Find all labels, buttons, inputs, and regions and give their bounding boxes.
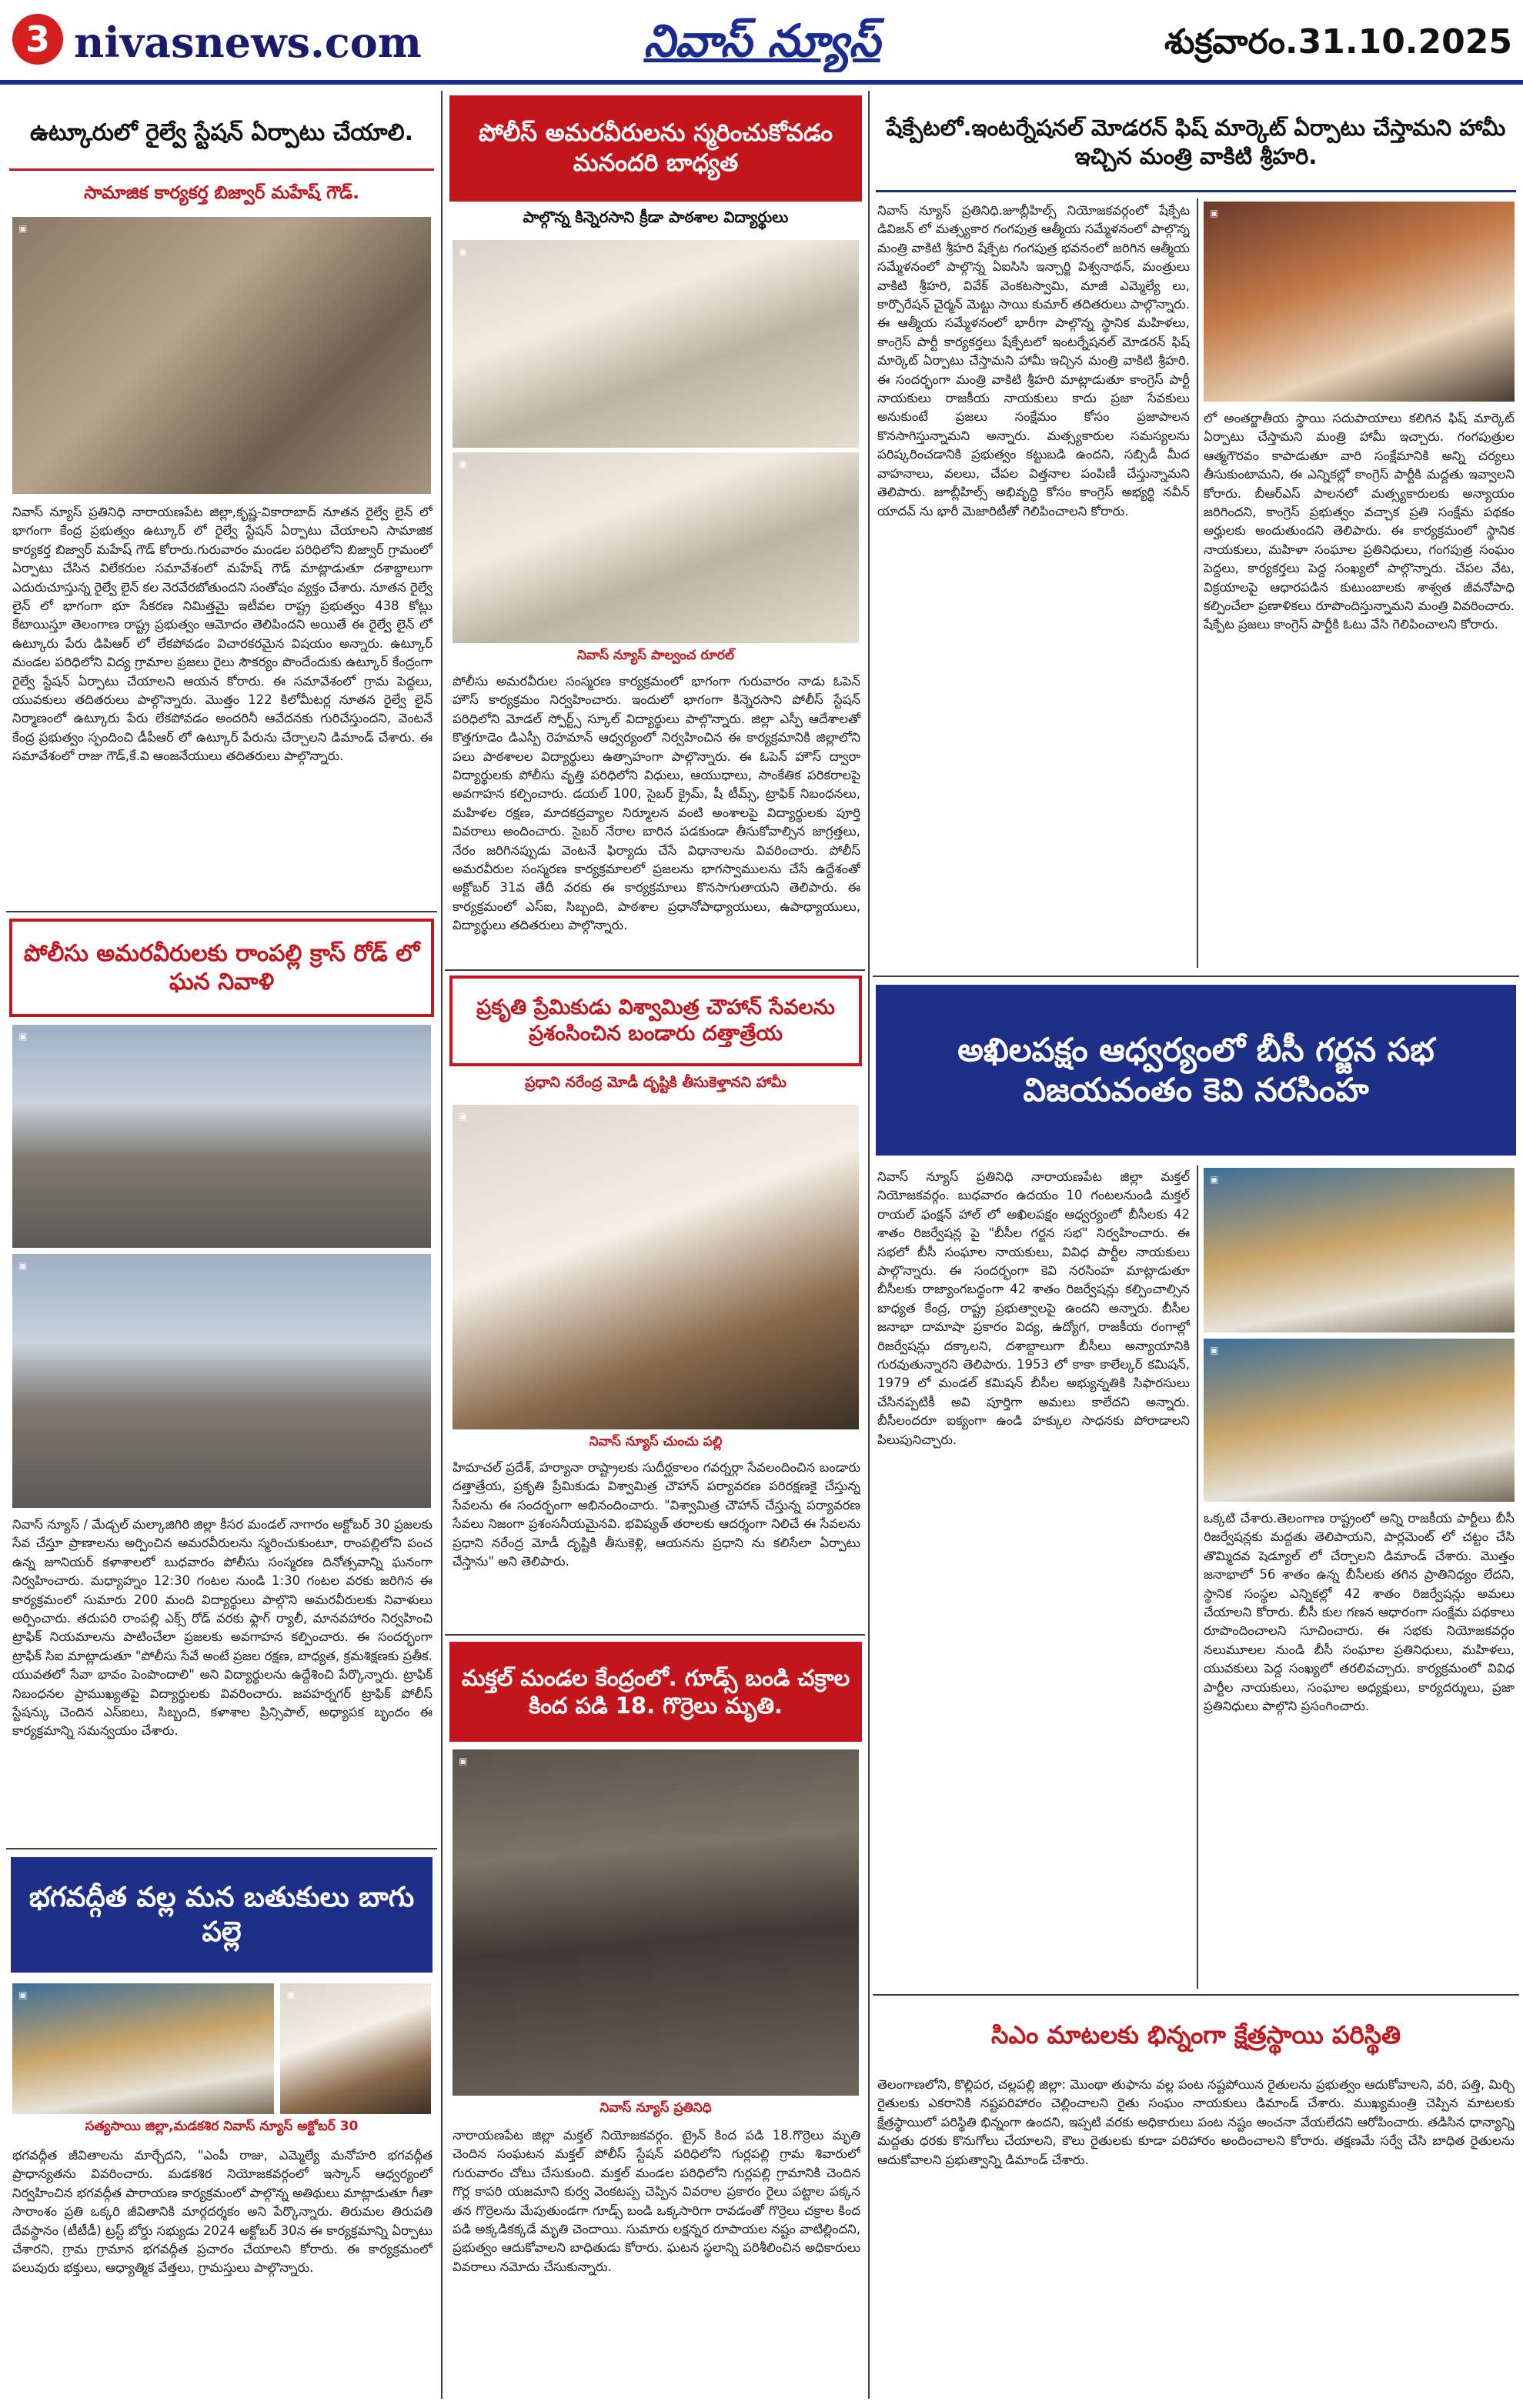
photo-caption: నివాస్ న్యూస్ పాల్వంచ రూరల్ <box>576 648 735 663</box>
section-divider <box>445 1634 865 1636</box>
article-body: నారాయణపేట జిల్లా మక్తల్ నియోజకవర్గం. ట్రైన్ కింద పడి 18.గొర్రెలు మృతి చెందిన సంఘటన మక్తల్ పోలీస్ స్టేషన్ పరిధిలోని గుర్లపల్లి గ్రామ శివారులో గురువారం చోటు చేసుకుంది. మక్తల్ మండల పరిధిలోని గుర్లపల్లి గ్రామానికి చెందిన గొర్ల కాపరి యజమాని కుర్వ వెంకటప్ప చెప్పిన వివరాల ప్రకారం రైలు పట్టాల పక్కన తన గొర్రెలను మేపుతుండగా గూడ్స్ బండి ఒక్కసారిగా రావడంతో గొర్రెలు చక్రాల కింద పడి అక్కడికక్కడే మృతి చెందాయి. సుమారు లక్షన్నర రూపాయల నష్టం వాటిల్లిందని, ప్రభుత్వం ఆదుకోవాలని బాధితుడు కోరారు. ఘటన స్థలాన్ని పరిశీలించిన అధికారులు వివరాలు నమోదు చేసుకున్నారు. <box>453 2128 860 2274</box>
article-photo <box>1204 1168 1515 1332</box>
headline: ప్రకృతి ప్రేమికుడు విశ్వామిత్ర చౌహాన్ సేవలను ప్రశంసించిన బండారు దత్తాత్రేయ <box>449 976 862 1066</box>
headline: పోలీసు అమరవీరులకు రాంపల్లి క్రాస్ రోడ్ లో ఘన నివాళి <box>9 919 434 1017</box>
article-photo <box>12 217 431 494</box>
article-body: నివాస్ న్యూస్ ప్రతినిధి.జూబ్లీహిల్స్ నియోజకవర్గంలో షేక్పేట డివిజన్ లో మత్స్యకార గంగపుత్ర ఆత్మీయ సమ్మేళనంలో పాల్గొన్న మంత్రి వాకిటి శ్రీహరి షేక్పేట గంగపుత్ర భవనంలో జరిగిన ఆత్మీయ సమ్మేళనంలో పాల్గొన్న ఏఐసిసి ఇన్చార్జి విశ్వనాథన్, మంత్రులు వాకిటి శ్రీహరి, వివేక్ వెంకటస్వామి, మాజీ ఎమ్మెల్యే లు, కార్పొరేషన్ చైర్మన్ మెట్టు సాయి కుమార్ తదితరులు పాల్గొన్నారు. ఈ ఆత్మీయ సమ్మేళనంలో భారీగా పాల్గొన్న స్థానిక మహిళలు, కాంగ్రెస్ పార్టీ కార్యకర్తలు షేక్పేటలో ఇంటర్నేషనల్ మోడరన్ ఫిష్ మార్కెట్ ఏర్పాటు చేస్తామని హామీ ఇచ్చిన మంత్రి వాకిటి శ్రీహరి. ఈ సందర్భంగా మంత్రి వాకిటి శ్రీహరి మాట్లాడుతూ కాంగ్రెస్ పార్టీ నాయకులు రాజకీయ నాయకులు కాదు ప్రజా సేవకులు అనుకుంటే ప్రజలు సంక్షేమం కోసం ప్రజాపాలన కొనసాగిస్తున్నామని అన్నారు. మత్స్యకారుల సమస్యలను పరిష్కరించడానికి ప్రభుత్వం కట్టుబడి ఉందని, సబ్సిడీ మీద వాహనాలు, వలలు, చేపల విత్తనాల పంపిణీ చేస్తున్నామని తెలిపారు. జూబ్లీహిల్స్ అభివృద్ధి కోసం కాంగ్రెస్ అభ్యర్థి నవీన్ యాదవ్ ను భారీ మెజారిటీతో గెలిపించాలని కోరారు. <box>877 203 1190 519</box>
headline: మక్తల్ మండల కేంద్రంలో. గూడ్స్ బండి చక్రాల కింద పడి 18. గొర్రెలు మృతి. <box>449 1642 862 1742</box>
article-body: నివాస్ న్యూస్ ప్రతినిధి నారాయణపేట జిల్లా మక్తల్ నియోజకవర్గం. బుధవారం ఉదయం 10 గంటలనుండి మక్తల్ రాయల్ ఫంక్షన్ హాల్ లో అఖిలపక్షం ఆధ్వర్యంలో బీసీలకు 42 శాతం రిజర్వేషన్ల పై "బీసీల గర్జన సభ" నిర్వహించారు. ఈ సభలో బీసీ సంఘాల నాయకులు, వివిధ పార్టీల నాయకులు పాల్గొన్నారు. ఈ సందర్భంగా కెవి నరసింహ మాట్లాడుతూ బీసీలకు రాజ్యాంగబద్ధంగా 42 శాతం రిజర్వేషన్లు కల్పించాల్సిన బాధ్యత కేంద్ర, రాష్ట్ర ప్రభుత్వాలపై ఉందని అన్నారు. బీసీల జనాభా దామాషా ప్రకారం విద్య, ఉద్యోగ, రాజకీయ రంగాల్లో రిజర్వేషన్లు దక్కాలని, దశాబ్దాలుగా బీసీలు అన్యాయానికి గురవుతున్నారని తెలిపారు. 1953 లో కాకా కాలేల్కర్ కమిషన్, 1979 లో మండల్ కమిషన్ బీసీల అభ్యున్నతికి సిఫారసులు చేసినప్పటికీ అవి పూర్తిగా అమలు కాలేదని అన్నారు. బీసీలందరూ ఐక్యంగా ఉండి హక్కుల సాధనకు పోరాడాలని పిలుపునిచ్చారు. <box>877 1169 1190 1447</box>
image-icon: ▣ <box>1210 208 1219 218</box>
column-divider <box>868 91 870 2399</box>
subhead: సామాజిక కార్యకర్త బిజ్వార్ మహేష్ గౌడ్. <box>84 183 359 203</box>
article-body: పోలీసు అమరవీరుల సంస్మరణ కార్యక్రమంలో భాగంగా గురువారం నాడు ఓపెన్ హౌస్ కార్యక్రమం నిర్వహించారు. ఇందులో భాగంగా కిన్నెరసాని పోలీస్ స్టేషన్ పరిధిలోని మోడల్ స్పోర్ట్స్ స్కూల్ విద్యార్థులు పాల్గొన్నారు. జిల్లా ఎస్పీ ఆదేశాలతో కొత్తగూడెం డిఎస్పీ రెహమాన్ ఆధ్వర్యంలో నిర్వహించిన ఈ కార్యక్రమానికి జిల్లాలోని పలు పాఠశాలల విద్యార్థులు ఉత్సాహంగా పాల్గొన్నారు. ఈ ఓపెన్ హౌస్ ద్వారా విద్యార్థులకు పోలీసు వృత్తి పరిధిలోని విధులు, ఆయుధాలు, సాంకేతిక పరికరాలపై అవగాహన కల్పించారు. డయల్ 100, సైబర్ క్రైమ్, షీ టీమ్స్, ట్రాఫిక్ నిబంధనలు, మహిళల రక్షణ, మాదకద్రవ్యాల నిర్మూలన వంటి అంశాలపై విద్యార్థులకు పూర్తి వివరాలు అందించారు. సైబర్ నేరాల బారిన పడకుండా తీసుకోవాల్సిన జాగ్రత్తలు, నేరం జరిగినప్పుడు వెంటనే ఫిర్యాదు చేసే విధానాలను వివరించారు. పోలీస్ అమరవీరుల సంస్మరణ కార్యక్రమాలలో ప్రజలను భాగస్వాములను చేసే ఉద్దేశంతో అక్టోబర్ 31వ తేదీ వరకు ఈ కార్యక్రమాలు కొనసాగుతాయని తెలిపారు. ఈ కార్యక్రమంలో ఎస్ఐ, సిబ్బంది, పాఠశాల ప్రధానోపాధ్యాయులు, ఉపాధ్యాయులు, విద్యార్థులు తదితరులు పాల్గొన్నారు. <box>453 674 860 933</box>
headline: పోలీస్ అమరవీరులను స్మరించుకోవడం మనందరి బాధ్యత <box>449 95 862 202</box>
article-body: నివాస్ న్యూస్ ప్రతినిధి నారాయణపేట జిల్లా,కృష్ణ-వికారాబాద్ నూతన రైల్వే లైన్ లో భాగంగా కేంద్ర ప్రభుత్వం ఉట్కూర్ లో రైల్వే స్టేషన్ ఏర్పాటు చేయాలని సామాజిక కార్యకర్త బిజ్వార్ మహేష్ గౌడ్ కోరారు.గురువారం మండల పరిధిలోని బిజ్వార్ గ్రామంలో ఏర్పాటు చేసిన విలేకరుల సమావేశంలో మహేష్ గౌడ్ మాట్లాడుతూ దశాబ్దాలుగా ఎదురుచూస్తున్న రైల్వే లైన్ కల నెరవేరబోతుందని సంతోషం వ్యక్తం చేశారు. నూతన రైల్వే లైన్ లో భాగంగా భూ సేకరణ నిమిత్తమై ఇటీవల రాష్ట్ర ప్రభుత్వం 438 కోట్లు కేటాయిస్తూ తెలంగాణ రాష్ట్ర ప్రభుత్వం ఆమోదం తెలిపిందని అయితే ఈ రైల్వే లైన్ లో ఉట్కూరు పేరు డిపిఆర్ లో లేకపోవడం విచారకరమైన విషయం అన్నారు. ఉట్కూర్ మండల పరిధిలోని విద్య గ్రామాల ప్రజలు రైలు సౌకర్యం పొందేందుకు ఉట్కూర్ కేంద్రంగా రైల్వే స్టేషన్ ఏర్పాటు చేయాలని ఆయన కోరారు. ఈ సమావేశంలో గ్రామ పెద్దలు, యువకులు తదితరులు పాల్గొన్నారు. మొత్తం 122 కిలోమీటర్ల నూతన రైల్వే లైన్ నిర్మాణంలో ఉట్కూరు పేరు లేకపోవడం అందరినీ ఆవేదనకు గురిచేస్తుందని, వెంటనే కేంద్ర ప్రభుత్వం స్పందించి డీపీఆర్ లో ఉట్కూర్ పేరును చేర్చాలని డిమాండ్ చేశారు. ఈ సమావేశంలో రాజు గౌడ్,కే.వి ఆంజనేయులు తదితరులు పాల్గొన్నారు. <box>12 505 433 764</box>
headline: షేక్పేటలో.ఇంటర్నేషనల్ మోడరన్ ఫిష్ మార్కెట్ ఏర్పాటు చేస్తామని హామీ ఇచ్చిన మంత్రి వాకిటి శ్రీహరి. <box>876 94 1516 192</box>
headline: ఉట్కూరులో రైల్వే స్టేషన్ ఏర్పాటు చేయాలి. <box>9 97 434 171</box>
image-icon: ▣ <box>1210 1174 1219 1185</box>
masthead-rule <box>0 80 1523 85</box>
subhead: పాల్గొన్న కిన్నెరసాని క్రీడా పాఠశాల విద్యార్థులు <box>523 208 789 226</box>
subhead: ప్రధాని నరేంద్ర మోడీ దృష్టికి తీసుకెళ్తానని హామీ <box>524 1074 787 1091</box>
section-divider <box>6 911 437 912</box>
headline: సిఎం మాటలకు భిన్నంగా క్షేత్రస్థాయి పరిస్థితి <box>876 2002 1516 2068</box>
image-icon: ▣ <box>18 1260 28 1271</box>
article-photo <box>12 1983 274 2114</box>
article-photo <box>453 452 859 643</box>
section-divider <box>445 969 865 971</box>
page-number: 3 <box>12 14 63 65</box>
article-photo <box>12 1025 431 1248</box>
image-icon: ▣ <box>18 223 28 234</box>
image-icon: ▣ <box>18 1031 28 1042</box>
article-photo <box>12 1254 431 1508</box>
headline: అఖిలపక్షం ఆధ్వర్యంలో బీసీ గర్జన సభ విజయవంతం కెవి నరసింహ <box>876 985 1516 1156</box>
section-divider <box>873 1994 1519 1996</box>
column-divider <box>441 91 443 2399</box>
photo-caption: నివాస్ న్యూస్ ప్రతినిధి <box>600 2100 712 2116</box>
article-body: నివాస్ న్యూస్ / మేడ్చల్ మల్కాజిగిరి జిల్లా కీసర మండల్ నాగారం అక్టోబర్ 30 ప్రజలకు సేవ చేస్తూ ప్రాణాలను అర్పించిన అమరవీరులను స్మరించుకుంటూ, రాంపల్లిలోని పంచ ఉన్న జూనియర్ కళాశాలలో బుధవారం పోలీసు సంస్మరణ దినోత్సవాన్ని ఘనంగా నిర్వహించారు. మధ్యాహ్నం 12:30 గంటల నుండి 1:30 గంటల వరకు జరిగిన ఈ కార్యక్రమంలో సుమారు 200 మంది విద్యార్థులు పాల్గొని అమరవీరులకు నివాళులు అర్పించారు. తదుపరి రాంపల్లి ఎక్స్ రోడ్ వరకు ఫ్లాగ్ ర్యాలీ, మానవహారం నిర్వహించి ట్రాఫిక్ నియమాలను పాటించేలా ప్రజలకు అవగాహన కల్పించారు. ఈ సందర్భంగా ట్రాఫిక్ సిఐ మాట్లాడుతూ "పోలీసు సేవే అంటే ప్రజల రక్షణ, బాధ్యత, క్రమశిక్షణకు ప్రతీక. యువతలో సేవా భావం పెంపొందాలి" అని విద్యార్థులను ఉద్దేశించి పేర్కొన్నారు. ట్రాఫిక్ నిబంధనల ప్రాముఖ్యతపై విద్యార్థులకు వివరించారు. జవహర్నగర్ ట్రాఫిక్ పోలీస్ స్టేషన్కు చెందిన ఎస్ఐలు, సిబ్బంది, కళాశాల ప్రిన్సిపాల్, అధ్యాపక బృందం ఈ కార్యక్రమాన్ని సమన్వయం చేశారు. <box>12 1517 433 1739</box>
subhead: సత్యసాయి జిల్లా,మడకశిర నివాస్ న్యూస్ అక్టోబర్ 30 <box>85 2119 359 2134</box>
image-icon: ▣ <box>459 459 468 469</box>
article-photo <box>453 240 859 448</box>
image-icon: ▣ <box>1210 1345 1219 1356</box>
article-body: భగవద్గీత జీవితాలను మార్చేదని, "ఎంపీ రాజు, ఎమ్మెల్యే మనోహరి భగవద్గీత ప్రాధాన్యతను వివరించారు. మడకశిర నియోజకవర్గంలో ఇస్కాన్ ఆధ్వర్యంలో నిర్వహించిన భగవద్గీత పారాయణ కార్యక్రమంలో పాల్గొన్న అతిథులు మాట్లాడుతూ గీతా సారాంశం ప్రతి ఒక్కరి జీవితానికి మార్గదర్శకం అని పేర్కొన్నారు. తిరుమల తిరుపతి దేవస్థానం (టీటీడీ) ట్రస్ట్ బోర్డు సభ్యుడు 2024 అక్టోబర్ 30న ఈ కార్యక్రమాన్ని ఏర్పాటు చేశారని, గ్రామ గ్రామాన భగవద్గీత ప్రచారం చేయాలని కోరారు. ఈ కార్యక్రమంలో పలువురు భక్తులు, ఆధ్యాత్మిక వేత్తలు, గ్రామస్తులు పాల్గొన్నారు. <box>12 2148 433 2276</box>
article-body: తెలంగాణలోని, కొల్లిపర, చల్లపల్లి జిల్లా: మొంథా తుఫాను వల్ల పంట నష్టపోయిన రైతులను ప్రభుత్వం ఆదుకోవాలని, వరి, పత్తి, మిర్చి రైతులకు ఎకరానికి నష్టపరిహారం చెల్లించాలని రైతు సంఘం నాయకులు డిమాండ్ చేశారు. ముఖ్యమంత్రి చెప్పిన మాటలకు క్షేత్రస్థాయిలో పరిస్థితి భిన్నంగా ఉందని, ఇప్పటి వరకు అధికారులు పంట నష్టం అంచనా వేయలేదని ఆరోపించారు. తడిసిన ధాన్యాన్ని మద్దతు ధరకు కొనుగోలు చేయాలని, కౌలు రైతులకు కూడా పరిహారం అందించాలని కోరారు. తక్షణమే సర్వే చేసి బాధిత రైతులను ఆదుకోవాలని ప్రభుత్వాన్ని డిమాండ్ చేశారు. <box>877 2077 1515 2167</box>
image-icon: ▣ <box>459 1111 468 1122</box>
article-body: హిమాచల్ ప్రదేశ్, హర్యానా రాష్ట్రాలకు సుదీర్ఘకాలం గవర్నర్గా సేవలందించిన బండారు దత్తాత్రేయ, ప్రకృతి ప్రేమికుడు విశ్వామిత్ర చౌహాన్ పర్యావరణ పరిరక్షణకై చేస్తున్న సేవలను ఈ సందర్భంగా అభినందించారు. "విశ్వామిత్ర చౌహాన్ చేస్తున్న పర్యావరణ సేవలు నిజంగా ప్రశంసనీయమైనవి. భవిష్యత్ తరాలకు ఆదర్శంగా నిలిచే ఈ సేవలను ప్రధాని నరేంద్ర మోడీ దృష్టికి తీసుకెళ్లి, ఆయనను ప్రధాని ను కలిసేలా ఏర్పాటు చేస్తాను" అని తెలిపారు. <box>453 1460 860 1569</box>
article-photo <box>1204 1339 1515 1502</box>
image-icon: ▣ <box>459 1756 468 1766</box>
article-photo <box>280 1983 431 2114</box>
headline: భగవద్గీత వల్ల మన బతుకులు బాగు పల్లె <box>11 1857 433 1973</box>
article-photo <box>453 1105 859 1429</box>
image-icon: ▣ <box>459 246 468 257</box>
site-url[interactable]: nivasnews.com <box>74 18 422 67</box>
section-divider <box>873 976 1519 977</box>
photo-caption: నివాస్ న్యూస్ చుంచు పల్లి <box>589 1434 723 1449</box>
newspaper-brand: నివాస్ న్యూస్ <box>643 15 880 67</box>
article-photo <box>1204 202 1515 402</box>
image-icon: ▣ <box>18 1989 28 2000</box>
column-divider <box>1197 1166 1198 1989</box>
image-icon: ▣ <box>286 1989 296 2000</box>
article-body: ఒక్కటి చేశారు.తెలంగాణ రాష్ట్రంలో అన్ని రాజకీయ పార్టీలు బీసీ రిజర్వేషన్లకు మద్దతు తెలిపాయని, పార్లమెంట్ లో చట్టం చేసి తొమ్మిదవ షెడ్యూల్ లో చేర్చాలని డిమాండ్ చేశారు. మొత్తం జనాభాలో 56 శాతం ఉన్న బీసీలకు తగిన ప్రాతినిధ్యం లేదని, స్థానిక సంస్థల ఎన్నికల్లో 42 శాతం రిజర్వేషన్లు అమలు చేయాలని కోరారు. బీసీ కుల గణన ఆధారంగా సంక్షేమ పథకాలు రూపొందించాలని సూచించారు. ఈ సభకు నియోజకవర్గం నలుమూలల నుండి బీసీ సంఘాల ప్రతినిధులు, మహిళలు, యువకులు పెద్ద సంఖ్యలో తరలివచ్చారు. కార్యక్రమంలో వివిధ పార్టీల నాయకులు, సంఘాల అధ్యక్షులు, కార్యదర్శులు, ప్రజా ప్రతినిధులు పాల్గొని ప్రసంగించారు. <box>1204 1511 1515 1714</box>
section-divider <box>6 1848 437 1849</box>
article-body: లో అంతర్జాతీయ స్థాయి సదుపాయాలు కలిగిన ఫిష్ మార్కెట్ ఏర్పాటు చేస్తామని మంత్రి హామీ ఇచ్చారు. గంగపుత్రుల ఆత్మగౌరవం కాపాడుతూ వారి సంక్షేమానికి అన్ని చర్యలు తీసుకుంటామని, ఈ ఎన్నికల్లో కాంగ్రెస్ పార్టీకి మద్దతు ఇవ్వాలని కోరారు. బీఆర్ఎస్ పాలనలో మత్స్యకారులకు అన్యాయం జరిగిందని, కాంగ్రెస్ ప్రభుత్వం వచ్చాక ప్రతి సంక్షేమ పథకం అర్హులకు అందుతుందని తెలిపారు. ఈ కార్యక్రమంలో స్థానిక నాయకులు, మహిళా సంఘాల ప్రతినిధులు, గంగపుత్ర సంఘం పెద్దలు, కార్యకర్తలు పెద్ద సంఖ్యలో పాల్గొన్నారు. చేపల వేట, విక్రయాలపై ఆధారపడిన కుటుంబాలకు శాశ్వత జీవనోపాధి కల్పించేలా ప్రణాళికలు రూపొందిస్తున్నామని మంత్రి వివరించారు. షేక్పేట ప్రజలు కాంగ్రెస్ పార్టీకి ఓటు వేసి గెలిపించాలని కోరారు. <box>1204 411 1515 632</box>
issue-date: శుక్రవారం.31.10.2025 <box>1164 22 1512 62</box>
column-divider <box>1197 198 1198 968</box>
article-photo <box>453 1749 859 2096</box>
